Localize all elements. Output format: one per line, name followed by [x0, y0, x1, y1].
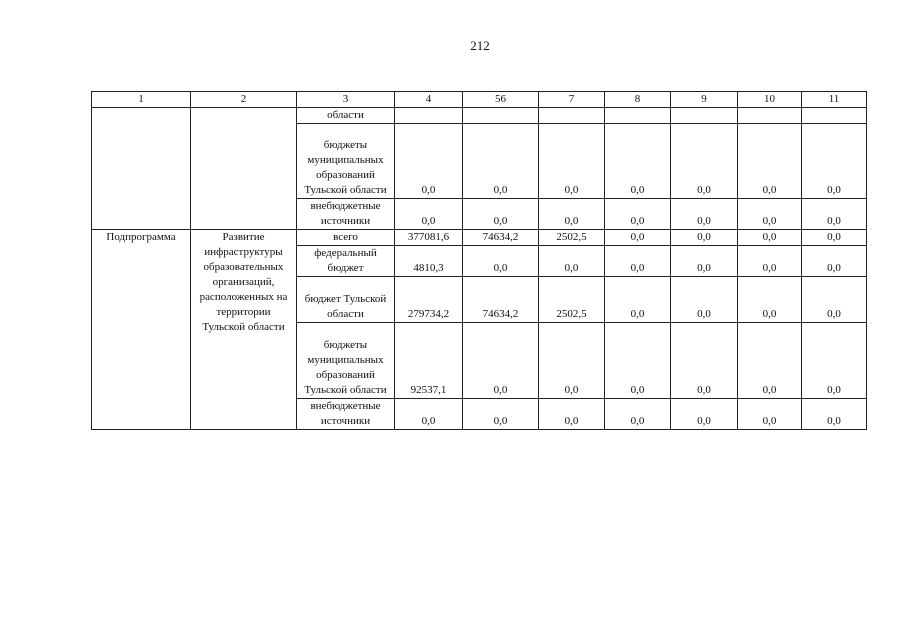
value-cell: 0,0	[539, 323, 605, 399]
source-cell: области	[297, 108, 395, 124]
value-cell	[802, 108, 867, 124]
value-cell: 0,0	[539, 199, 605, 230]
value-cell: 0,0	[671, 277, 738, 323]
type-cell-empty	[92, 108, 191, 230]
value-cell	[671, 108, 738, 124]
column-header: 2	[191, 92, 297, 108]
value-cell: 0,0	[802, 246, 867, 277]
value-cell: 0,0	[605, 246, 671, 277]
value-cell: 0,0	[463, 246, 539, 277]
value-cell: 2502,5	[539, 277, 605, 323]
column-header: 4	[395, 92, 463, 108]
value-cell: 0,0	[671, 199, 738, 230]
value-cell: 0,0	[463, 199, 539, 230]
value-cell: 0,0	[671, 323, 738, 399]
value-cell: 0,0	[738, 246, 802, 277]
value-cell	[605, 108, 671, 124]
value-cell: 0,0	[738, 277, 802, 323]
table-row	[92, 230, 867, 246]
value-cell: 0,0	[802, 230, 867, 246]
value-cell: 2502,5	[539, 230, 605, 246]
name-cell-empty	[191, 108, 297, 230]
value-cell	[738, 108, 802, 124]
value-cell: 0,0	[738, 399, 802, 430]
value-cell: 0,0	[395, 399, 463, 430]
value-cell: 0,0	[395, 124, 463, 199]
value-cell: 74634,2	[463, 230, 539, 246]
value-cell: 279734,2	[395, 277, 463, 323]
value-cell: 92537,1	[395, 323, 463, 399]
subprogram-name-cell: Развитие инфраструктуры образовательных организаций, расположенных на территории Тульской области	[191, 230, 297, 430]
table-row	[92, 108, 867, 124]
column-header: 56	[463, 92, 539, 108]
value-cell: 0,0	[605, 277, 671, 323]
value-cell: 0,0	[738, 230, 802, 246]
value-cell: 0,0	[605, 399, 671, 430]
value-cell: 0,0	[395, 199, 463, 230]
value-cell: 0,0	[738, 199, 802, 230]
source-cell: бюджеты муниципальных образований Тульской области	[297, 124, 395, 199]
value-cell: 0,0	[539, 124, 605, 199]
source-cell: внебюджетные источники	[297, 199, 395, 230]
source-cell: внебюджетные источники	[297, 399, 395, 430]
subprogram-type-cell: Подпрограмма	[92, 230, 191, 430]
column-header: 9	[671, 92, 738, 108]
column-header: 1	[92, 92, 191, 108]
value-cell: 377081,6	[395, 230, 463, 246]
source-cell: бюджет Тульской области	[297, 277, 395, 323]
value-cell: 0,0	[605, 230, 671, 246]
column-header: 11	[802, 92, 867, 108]
value-cell: 0,0	[605, 323, 671, 399]
value-cell	[463, 108, 539, 124]
value-cell: 0,0	[671, 246, 738, 277]
column-header: 3	[297, 92, 395, 108]
value-cell: 0,0	[671, 399, 738, 430]
value-cell: 0,0	[463, 124, 539, 199]
value-cell	[395, 108, 463, 124]
value-cell: 0,0	[605, 199, 671, 230]
source-cell: федеральный бюджет	[297, 246, 395, 277]
column-header: 8	[605, 92, 671, 108]
value-cell: 74634,2	[463, 277, 539, 323]
value-cell: 0,0	[605, 124, 671, 199]
value-cell: 0,0	[802, 399, 867, 430]
value-cell: 0,0	[738, 323, 802, 399]
value-cell: 0,0	[539, 399, 605, 430]
value-cell: 0,0	[802, 199, 867, 230]
value-cell: 0,0	[463, 323, 539, 399]
value-cell: 4810,3	[395, 246, 463, 277]
source-cell: бюджеты муниципальных образований Тульской области	[297, 323, 395, 399]
column-number-row	[92, 92, 867, 108]
budget-table	[91, 91, 867, 430]
value-cell: 0,0	[802, 124, 867, 199]
value-cell: 0,0	[671, 230, 738, 246]
value-cell: 0,0	[802, 277, 867, 323]
value-cell: 0,0	[463, 399, 539, 430]
value-cell: 0,0	[671, 124, 738, 199]
page-number: 212	[470, 38, 490, 53]
value-cell: 0,0	[539, 246, 605, 277]
column-header: 10	[738, 92, 802, 108]
column-header: 7	[539, 92, 605, 108]
value-cell: 0,0	[802, 323, 867, 399]
value-cell: 0,0	[738, 124, 802, 199]
source-cell: всего	[297, 230, 395, 246]
value-cell	[539, 108, 605, 124]
